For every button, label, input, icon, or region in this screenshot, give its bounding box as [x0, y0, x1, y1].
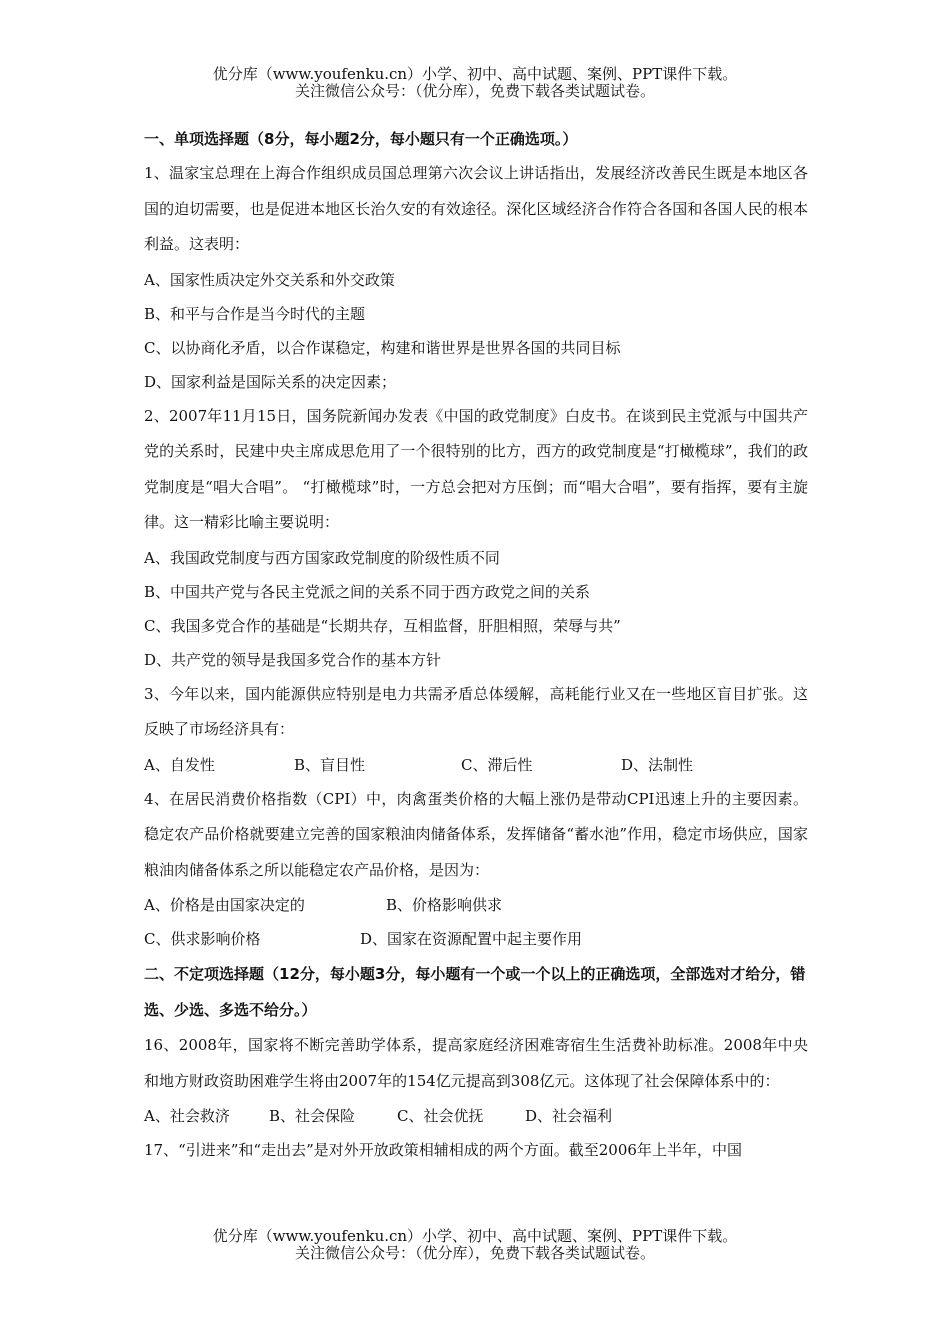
question-17-stem: 17、“引进来”和“走出去”是对外开放政策相辅相成的两个方面。截至2006年上半年，中国 [144, 1141, 742, 1159]
question-1-option-b: B、和平与合作是当今时代的主题 [144, 304, 366, 323]
footer-line-1: 优分库（www.youfenku.cn）小学、初中、高中试题、案例、PPT课件下载。 [212, 1227, 738, 1245]
question-16-option-d: D、社会福利 [525, 1107, 613, 1125]
question-4-option-b: B、价格影响供求 [386, 896, 503, 914]
question-1 [144, 156, 808, 399]
question-4-options-row-2 [144, 922, 808, 956]
section-2-title: 二、不定项选择题（12分，每小题3分，每小题有一个或一个以上的正确选项，全部选对才给分，错选、少选、多选不给分。） [144, 965, 806, 1019]
question-2-option-d: D、共产党的领导是我国多党合作的基本方针 [144, 650, 442, 669]
question-1-stem: 1、温家宝总理在上海合作组织成员国总理第六次会议上讲话指出，发展经济改善民生既是本地区各国的迫切需要，也是促进本地区长治久安的有效途径。深化区域经济合作符合各国和各国人民的根本利益。这表明： [144, 164, 808, 253]
footer-line-2: 关注微信公众号：（优分库），免费下载各类试题试卷。 [294, 1244, 655, 1262]
question-3-option-c: C、滞后性 [461, 755, 533, 774]
question-3-option-a: A、自发性 [144, 755, 215, 774]
question-4-option-a: A、价格是由国家决定的 [144, 896, 305, 914]
question-16-option-c: C、社会优抚 [397, 1107, 484, 1125]
question-2-option-c: C、我国多党合作的基础是“长期共存，互相监督，肝胆相照，荣辱与共” [144, 616, 621, 635]
question-3-stem: 3、今年以来，国内能源供应特别是电力共需矛盾总体缓解，高耗能行业又在一些地区盲目扩张。这反映了市场经济具有： [144, 684, 808, 738]
question-16-options [144, 1099, 808, 1133]
question-4-options-row-1 [144, 888, 808, 922]
question-4 [144, 782, 808, 957]
page-footer [0, 1228, 950, 1262]
exam-content [144, 122, 808, 1169]
question-1-option-a: A、国家性质决定外交关系和外交政策 [144, 270, 395, 289]
question-16-option-b: B、社会保险 [269, 1107, 356, 1125]
question-1-option-d: D、国家利益是国际关系的决定因素； [144, 372, 397, 391]
question-16-option-a: A、社会救济 [144, 1107, 230, 1125]
question-2-option-a: A、我国政党制度与西方国家政党制度的阶级性质不同 [144, 548, 500, 567]
question-4-option-d: D、国家在资源配置中起主要作用 [360, 930, 583, 948]
question-3-option-b: B、盲目性 [294, 755, 366, 774]
question-4-stem: 4、在居民消费价格指数（CPI）中，肉禽蛋类价格的大幅上涨仍是带动CPI迅速上升的主要因素。稳定农产品价格就要建立完善的国家粮油肉储备体系，发挥储备“蓄水池”作用，稳定市场供应，国家粮油肉储备体系之所以能稳定农产品价格，是因为： [144, 789, 808, 879]
question-16-stem: 16、2008年，国家将不断完善助学体系，提高家庭经济困难寄宿生生活费补助标准。2008年中央和地方财政资助困难学生将由2007年的154亿元提高到308亿元。这体现了社会保障体系中的： [144, 1036, 808, 1090]
header-line-2: 关注微信公众号：（优分库），免费下载各类试题试卷。 [294, 82, 655, 100]
question-3 [144, 677, 808, 782]
question-3-options [144, 748, 808, 782]
header-line-1: 优分库（www.youfenku.cn）小学、初中、高中试题、案例、PPT课件下载。 [212, 65, 738, 83]
question-3-option-d: D、法制性 [621, 755, 694, 774]
question-2-option-b: B、中国共产党与各民主党派之间的关系不同于西方政党之间的关系 [144, 582, 591, 601]
page-header [0, 66, 950, 100]
question-2-stem: 2、2007年11月15日，国务院新闻办发表《中国的政党制度》白皮书。在谈到民主党派与中国共产党的关系时，民建中央主席成思危用了一个很特别的比方，西方的政党制度是“打橄榄球”，我们的政党制度是“唱大合唱”。 “打橄榄球”时，一方总会把对方压倒；而“唱大合唱”，要有指挥，要有主旋律。这一精彩比喻主要说明： [144, 406, 808, 531]
question-4-option-c: C、供求影响价格 [144, 930, 261, 948]
question-17 [144, 1133, 808, 1169]
section-1-title: 一、单项选择题（8分，每小题2分，每小题只有一个正确选项。） [144, 130, 578, 148]
question-2 [144, 399, 808, 677]
question-16 [144, 1028, 808, 1133]
question-1-option-c: C、以协商化矛盾，以合作谋稳定，构建和谐世界是世界各国的共同目标 [144, 338, 621, 357]
